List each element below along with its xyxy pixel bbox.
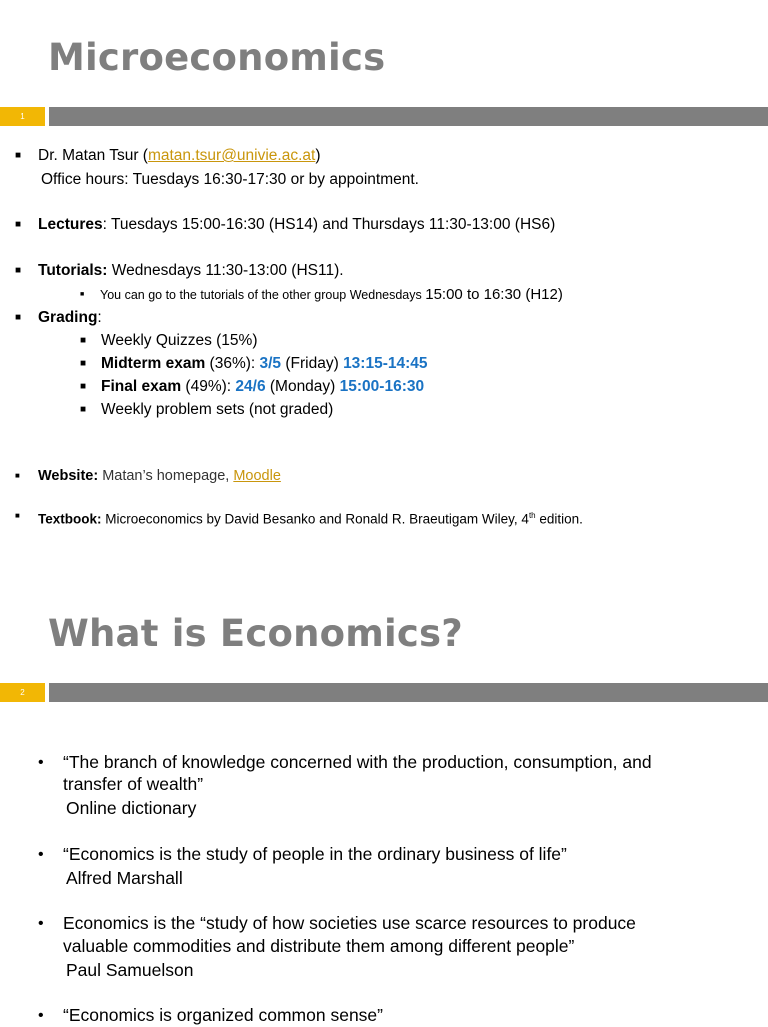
quote1-line1: “The branch of knowledge concerned with the production, consumption, and	[63, 752, 652, 772]
instructor-email-link[interactable]: matan.tsur@univie.ac.at	[147, 147, 316, 164]
bullet-square-icon: ■	[15, 219, 22, 230]
website-line: Website: Matan’s homepage, Moodle	[38, 468, 281, 484]
slide1-number: 1	[0, 107, 45, 126]
slide1-header-bar	[49, 107, 768, 126]
bullet-square-icon: ■	[80, 291, 85, 298]
grading-final: Final exam (49%): 24/6 (Monday) 15:00-16:30	[101, 378, 425, 395]
bullet-square-icon: ■	[15, 265, 22, 276]
tutorial-note: You can go to the tutorials of the other group Wednesdays 15:00 to 16:30 (H12)	[100, 286, 563, 303]
bullet-square-icon: ■	[80, 335, 87, 346]
bullet-square-icon: ■	[15, 511, 20, 520]
tutorials-line: Tutorials: Wednesdays 11:30-13:00 (HS11).	[38, 262, 344, 279]
textbook-line: Textbook: Microeconomics by David Besanko and Ronald R. Braeutigam Wiley, 4th edition.	[38, 511, 583, 527]
grading-midterm: Midterm exam (36%): 3/5 (Friday) 13:15-14:45	[101, 355, 428, 372]
slide2-title: What is Economics?	[48, 612, 463, 655]
quote4-line1: “Economics is organized common sense”	[63, 1005, 383, 1025]
bullet-square-icon: ■	[80, 358, 87, 369]
instructor-line: Dr. Matan Tsur (matan.tsur@univie.ac.at)	[38, 147, 321, 164]
quote1-line2: transfer of wealth”	[63, 774, 204, 794]
bullet-dot-icon: •	[38, 846, 44, 863]
slide2-header-bar	[49, 683, 768, 702]
quote3-source: Paul Samuelson	[66, 960, 194, 980]
office-hours: Office hours: Tuesdays 16:30-17:30 or by appointment.	[41, 171, 419, 188]
moodle-link[interactable]: Moodle	[233, 468, 281, 484]
bullet-dot-icon: •	[38, 754, 44, 771]
bullet-square-icon: ■	[80, 381, 87, 392]
bullet-dot-icon: •	[38, 915, 44, 932]
quote1-source: Online dictionary	[66, 798, 197, 818]
lectures-line: Lectures: Tuesdays 15:00-16:30 (HS14) and Thursdays 11:30-13:00 (HS6)	[38, 216, 556, 233]
grading-line: Grading:	[38, 309, 102, 326]
quote2-source: Alfred Marshall	[66, 868, 183, 888]
quote3-line2: valuable commodities and distribute them among different people”	[63, 936, 575, 956]
bullet-square-icon: ■	[80, 404, 87, 415]
bullet-square-icon: ■	[15, 471, 20, 480]
slide1-title: Microeconomics	[48, 36, 386, 79]
slide2-number: 2	[0, 683, 45, 702]
bullet-dot-icon: •	[38, 1007, 44, 1024]
grading-quizzes: Weekly Quizzes (15%)	[101, 332, 258, 349]
quote3-line1: Economics is the “study of how societies use scarce resources to produce	[63, 913, 636, 933]
grading-problem-sets: Weekly problem sets (not graded)	[101, 401, 334, 418]
bullet-square-icon: ■	[15, 150, 22, 161]
bullet-square-icon: ■	[15, 312, 22, 323]
quote2-line1: “Economics is the study of people in the ordinary business of life”	[63, 844, 567, 864]
